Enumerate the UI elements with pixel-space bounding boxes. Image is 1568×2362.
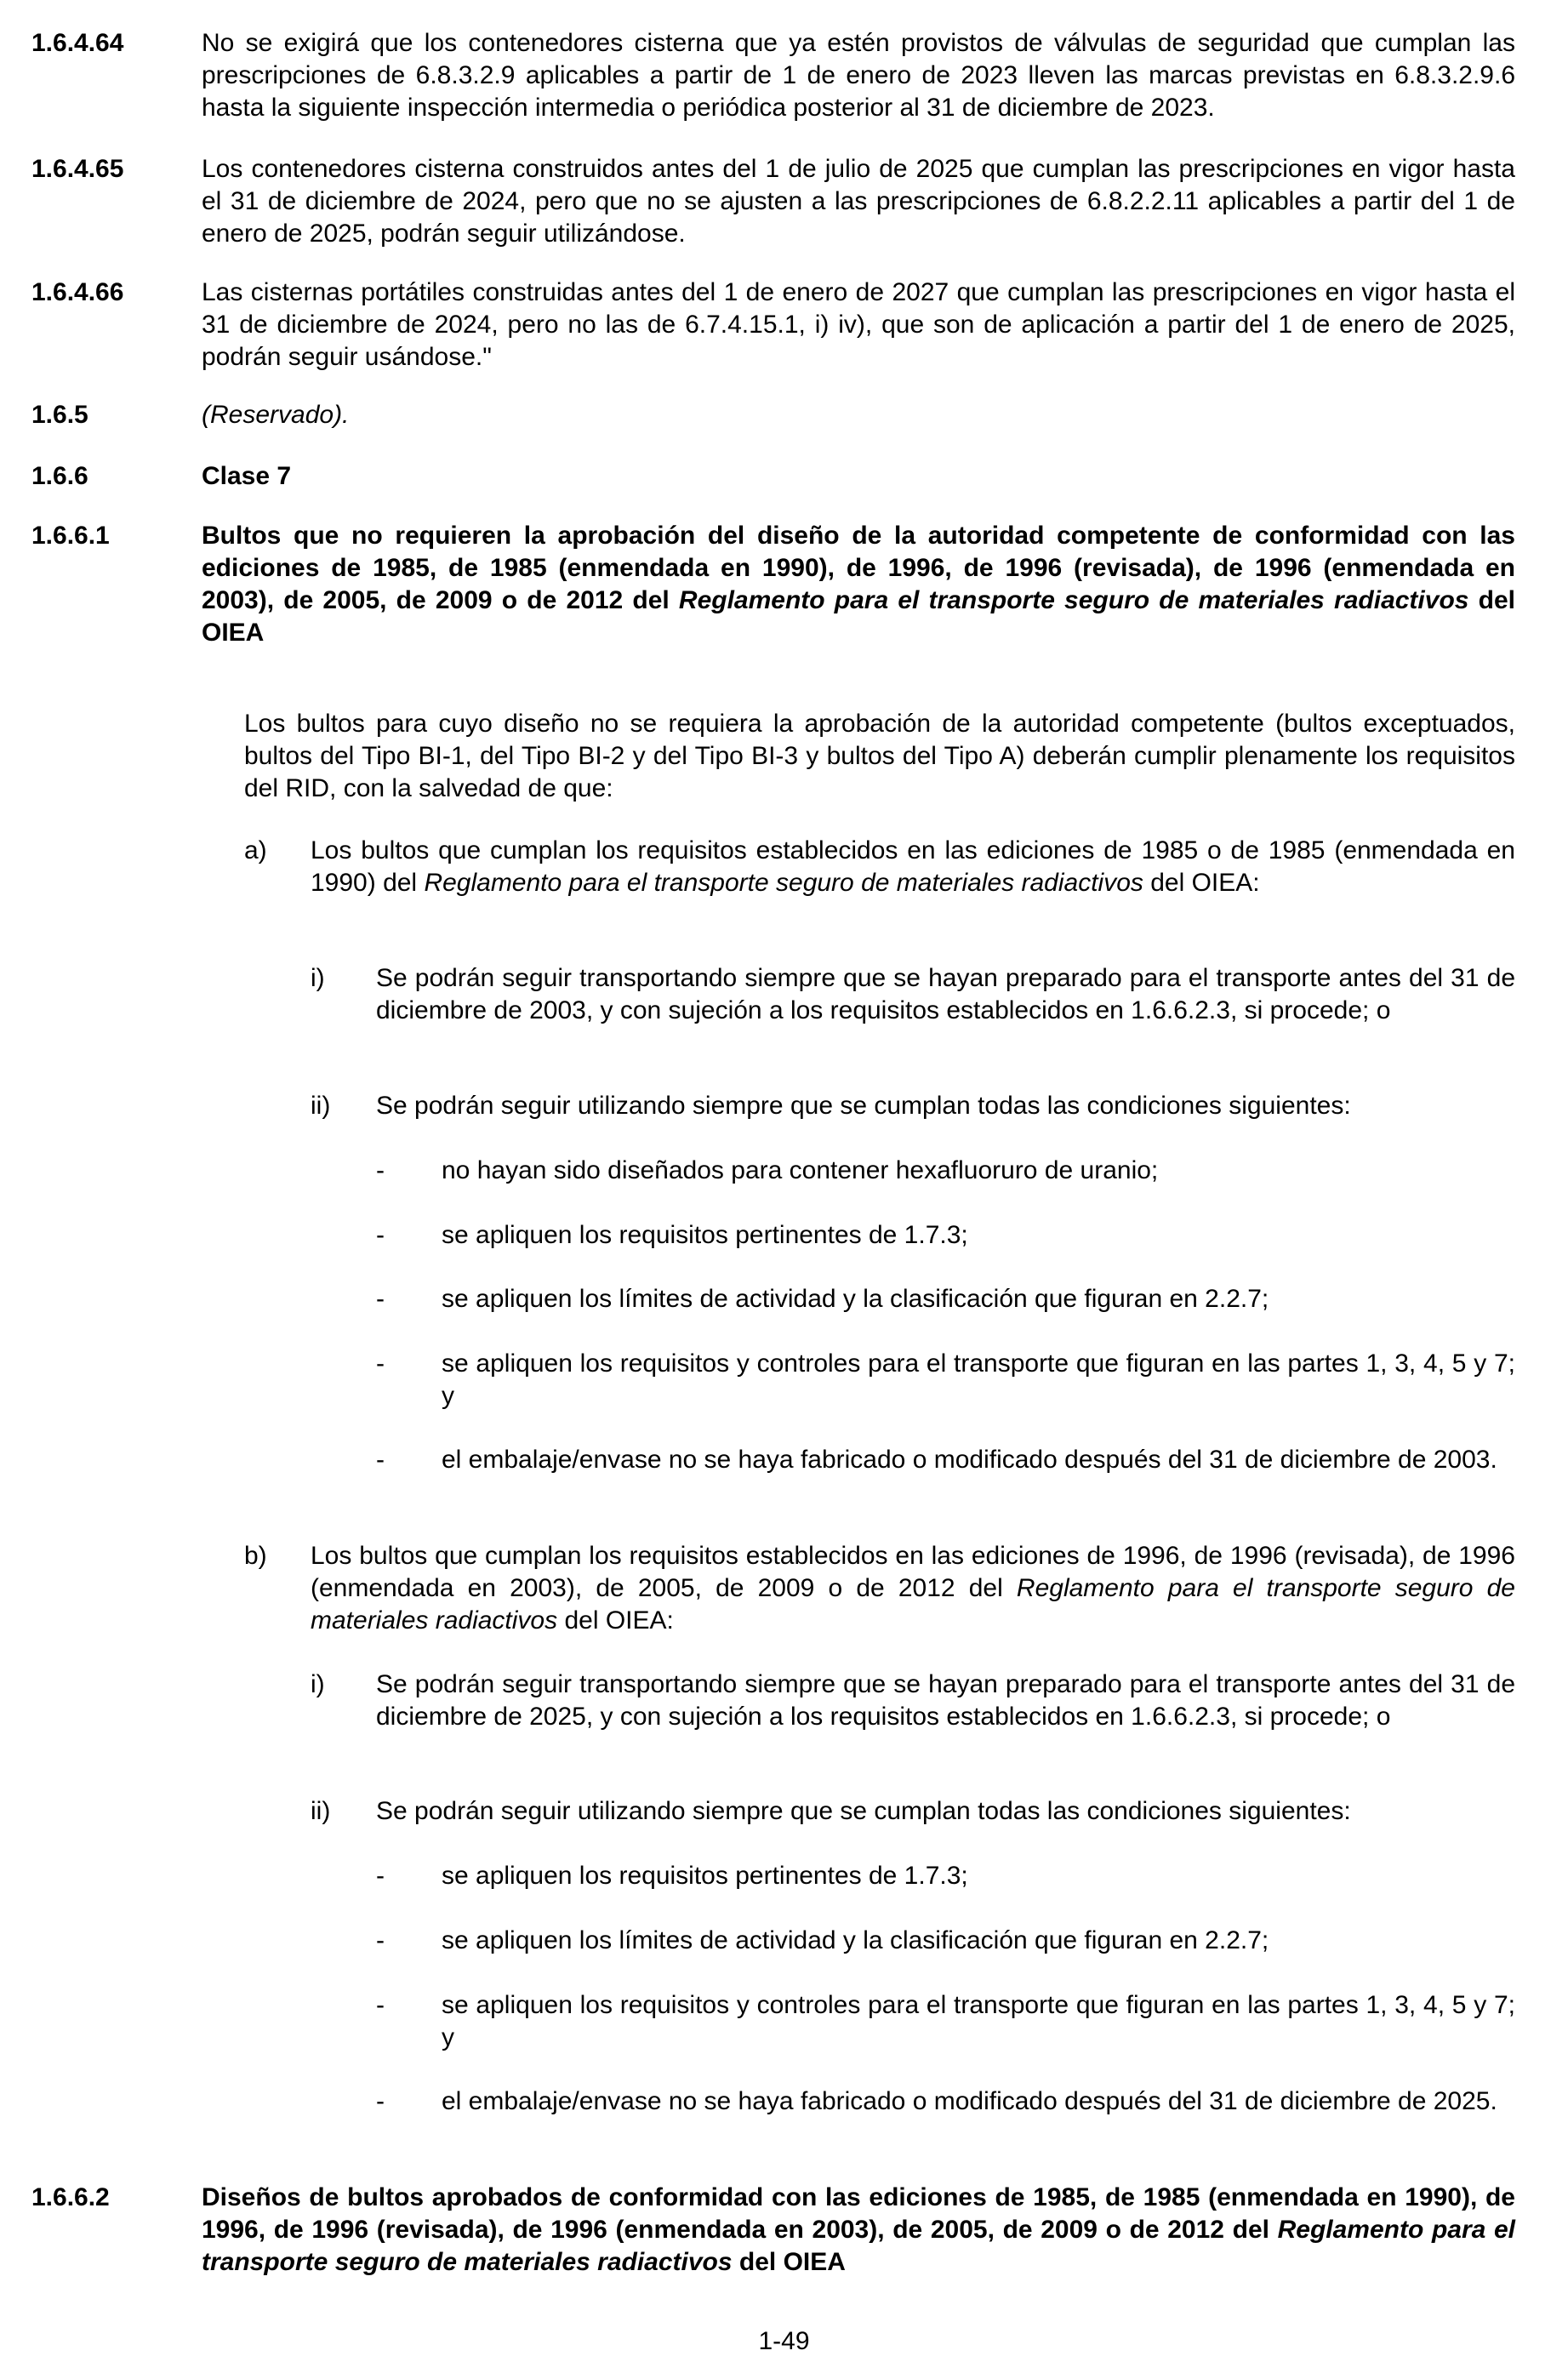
dash-text: el embalaje/envase no se haya fabricado o modificado después del 31 de diciembre de 2003. — [442, 1446, 1497, 1474]
dash-bullet: - — [376, 1221, 385, 1249]
section-1-6-5 — [31, 399, 1515, 431]
dash-item — [376, 1348, 1515, 1412]
section-number: 1.6.6 — [31, 462, 88, 490]
dash-bullet: - — [376, 2087, 385, 2115]
list-label: a) — [244, 836, 267, 864]
list-text: Los bultos que cumplan los requisitos establecidos en las ediciones de 1985 o de 1985 (enmendada en 1990) del Reglamento para el transporte seguro de materiales radiactivos del OIEA: — [311, 836, 1515, 897]
dash-item — [376, 2085, 1515, 2118]
section-text: Las cisternas portátiles construidas antes del 1 de enero de 2027 que cumplan las prescripciones en vigor hasta el 31 de diciembre de 2024, pero no las de 6.7.4.15.1, i) iv), que son de aplicación a partir del 1 de enero de 2025, podrán seguir usándose." — [202, 278, 1515, 371]
section-number: 1.6.5 — [31, 401, 88, 429]
page-number: 1-49 — [758, 2327, 810, 2355]
dash-item — [376, 1283, 1515, 1315]
dash-text: se apliquen los límites de actividad y la clasificación que figuran en 2.2.7; — [442, 1285, 1269, 1313]
dash-item — [376, 1925, 1515, 1957]
list-text: Se podrán seguir transportando siempre que se hayan preparado para el transporte antes del 31 de diciembre de 2003, y con sujeción a los requisitos establecidos en 1.6.6.2.3, si procede; o — [376, 964, 1515, 1024]
list-text: Los bultos que cumplan los requisitos establecidos en las ediciones de 1996, de 1996 (revisada), de 1996 (enmendada en 2003), de 2005, de 2009 o de 2012 del Reglamento para el transporte seguro de materiales radiactivos del OIEA: — [311, 1542, 1515, 1635]
section-number: 1.6.6.2 — [31, 2183, 110, 2211]
section-1-6-6-1 — [31, 520, 1515, 649]
dash-text: se apliquen los requisitos y controles para el transporte que figuran en las partes 1, 3, 4, 5 y 7; y — [442, 1349, 1515, 1410]
dash-bullet: - — [376, 1156, 385, 1184]
list-item-a-i — [311, 962, 1515, 1027]
list-label: b) — [244, 1542, 267, 1570]
dash-item — [376, 1860, 1515, 1892]
dash-bullet: - — [376, 1285, 385, 1313]
list-item-b-i — [311, 1669, 1515, 1733]
list-label: i) — [311, 964, 325, 992]
section-heading: Clase 7 — [202, 462, 292, 490]
list-label: ii) — [311, 1797, 331, 1825]
section-heading: Diseños de bultos aprobados de conformidad con las ediciones de 1985, de 1985 (enmendada en 1990), de 1996, de 1996 (revisada), de 1996 (enmendada en 2003), de 2005, de 2009 o de 2012 del Reglamento para el transporte seguro de materiales radiactivos del OIEA — [202, 2183, 1515, 2276]
section-number: 1.6.4.66 — [31, 278, 124, 306]
dash-bullet: - — [376, 1991, 385, 2019]
section-number: 1.6.6.1 — [31, 522, 110, 550]
dash-bullet: - — [376, 1349, 385, 1378]
dash-text: se apliquen los límites de actividad y la clasificación que figuran en 2.2.7; — [442, 1926, 1269, 1954]
dash-item — [376, 1219, 1515, 1252]
section-number: 1.6.4.64 — [31, 29, 124, 57]
dash-bullet: - — [376, 1926, 385, 1954]
dash-bullet: - — [376, 1862, 385, 1890]
section-heading: Bultos que no requieren la aprobación del diseño de la autoridad competente de conformidad con las ediciones de 1985, de 1985 (enmendada en 1990), de 1996, de 1996 (revisada), de 1996 (enmendada en 2003), de 2005, de 2009 o de 2012 del Reglamento para el transporte seguro de materiales radiactivos del OIEA — [202, 522, 1515, 647]
list-label: i) — [311, 1670, 325, 1698]
section-1-6-4-66 — [31, 277, 1515, 374]
dash-text: el embalaje/envase no se haya fabricado o modificado después del 31 de diciembre de 2025. — [442, 2087, 1497, 2115]
list-text: Se podrán seguir utilizando siempre que se cumplan todas las condiciones siguientes: — [376, 1092, 1351, 1120]
section-1-6-6 — [31, 460, 1515, 493]
list-item-b-ii — [311, 1795, 1515, 1828]
dash-text: no hayan sido diseñados para contener hexafluoruro de uranio; — [442, 1156, 1159, 1184]
list-item-a-ii — [311, 1090, 1515, 1122]
dash-bullet: - — [376, 1446, 385, 1474]
section-text: Los contenedores cisterna construidos antes del 1 de julio de 2025 que cumplan las prescripciones en vigor hasta el 31 de diciembre de 2024, pero que no se ajusten a las prescripciones de 6.8.2.2.11 aplicables a partir del 1 de enero de 2025, podrán seguir utilizándose. — [202, 155, 1515, 248]
section-number: 1.6.4.65 — [31, 155, 124, 183]
dash-item — [376, 1155, 1515, 1187]
section-1-6-4-65 — [31, 153, 1515, 250]
list-item-a — [244, 835, 1515, 899]
dash-text: se apliquen los requisitos pertinentes de 1.7.3; — [442, 1862, 968, 1890]
section-1-6-6-2 — [31, 2182, 1515, 2279]
section-text: No se exigirá que los contenedores cisterna que ya estén provistos de válvulas de seguridad que cumplan las prescripciones de 6.8.3.2.9 aplicables a partir de 1 de enero de 2023 lleven las marcas previstas en 6.8.3.2.9.6 hasta la siguiente inspección intermedia o periódica posterior al 31 de diciembre de 2023. — [202, 29, 1515, 122]
section-text: (Reservado). — [202, 401, 350, 429]
list-label: ii) — [311, 1092, 331, 1120]
list-text: Se podrán seguir transportando siempre que se hayan preparado para el transporte antes del 31 de diciembre de 2025, y con sujeción a los requisitos establecidos en 1.6.6.2.3, si procede; o — [376, 1670, 1515, 1731]
dash-item — [376, 1444, 1515, 1476]
intro-paragraph: Los bultos para cuyo diseño no se requiera la aprobación de la autoridad competente (bultos exceptuados, bultos del Tipo BI-1, del Tipo BI-2 y del Tipo BI-3 y bultos del Tipo A) deberán cumplir plenamente los requisitos del RID, con la salvedad de que: — [244, 710, 1515, 802]
list-item-b — [244, 1540, 1515, 1637]
dash-text: se apliquen los requisitos y controles para el transporte que figuran en las partes 1, 3, 4, 5 y 7; y — [442, 1991, 1515, 2051]
dash-item — [376, 1989, 1515, 2054]
list-text: Se podrán seguir utilizando siempre que se cumplan todas las condiciones siguientes: — [376, 1797, 1351, 1825]
section-1-6-4-64 — [31, 27, 1515, 124]
dash-text: se apliquen los requisitos pertinentes de 1.7.3; — [442, 1221, 968, 1249]
